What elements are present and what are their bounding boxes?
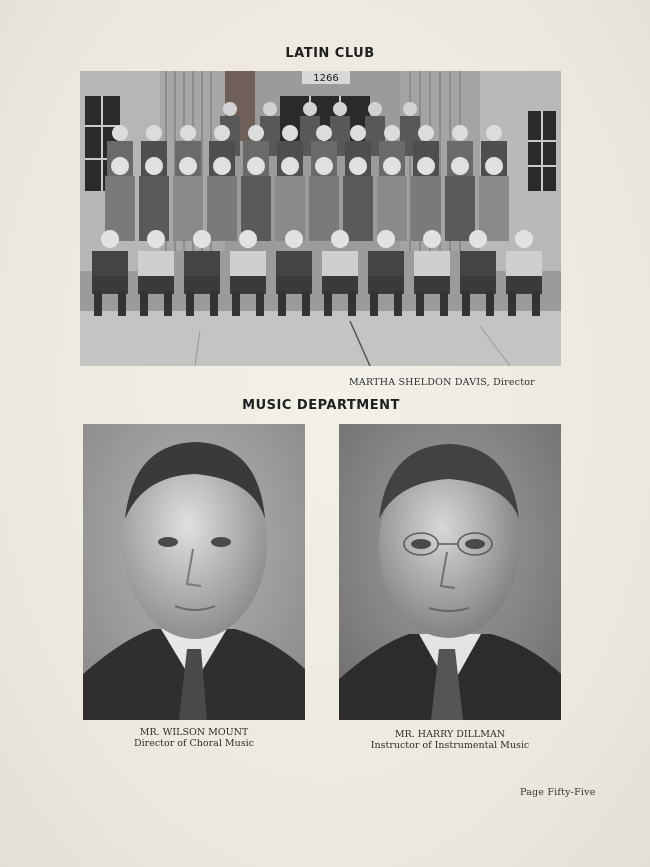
- latin-club-heading: LATIN CLUB: [285, 46, 375, 61]
- page-number: Page Fifty-Five: [520, 787, 596, 798]
- portrait-harry-dillman: [339, 424, 561, 720]
- music-department-heading: MUSIC DEPARTMENT: [242, 398, 400, 413]
- latin-club-group-photo: [80, 71, 561, 366]
- portrait-role: Instructor of Instrumental Music: [370, 740, 530, 751]
- harry-dillman-caption: [339, 729, 561, 751]
- portrait-wilson-mount: [83, 424, 305, 720]
- portrait-role: Director of Choral Music: [134, 738, 254, 749]
- latin-club-director-caption: MARTHA SHELDON DAVIS, Director: [349, 377, 535, 388]
- portrait-name: MR. WILSON MOUNT: [139, 727, 249, 738]
- building-number-sign: 1266: [313, 73, 339, 84]
- portrait-name: MR. HARRY DILLMAN: [394, 729, 506, 740]
- wilson-mount-caption: [83, 727, 305, 749]
